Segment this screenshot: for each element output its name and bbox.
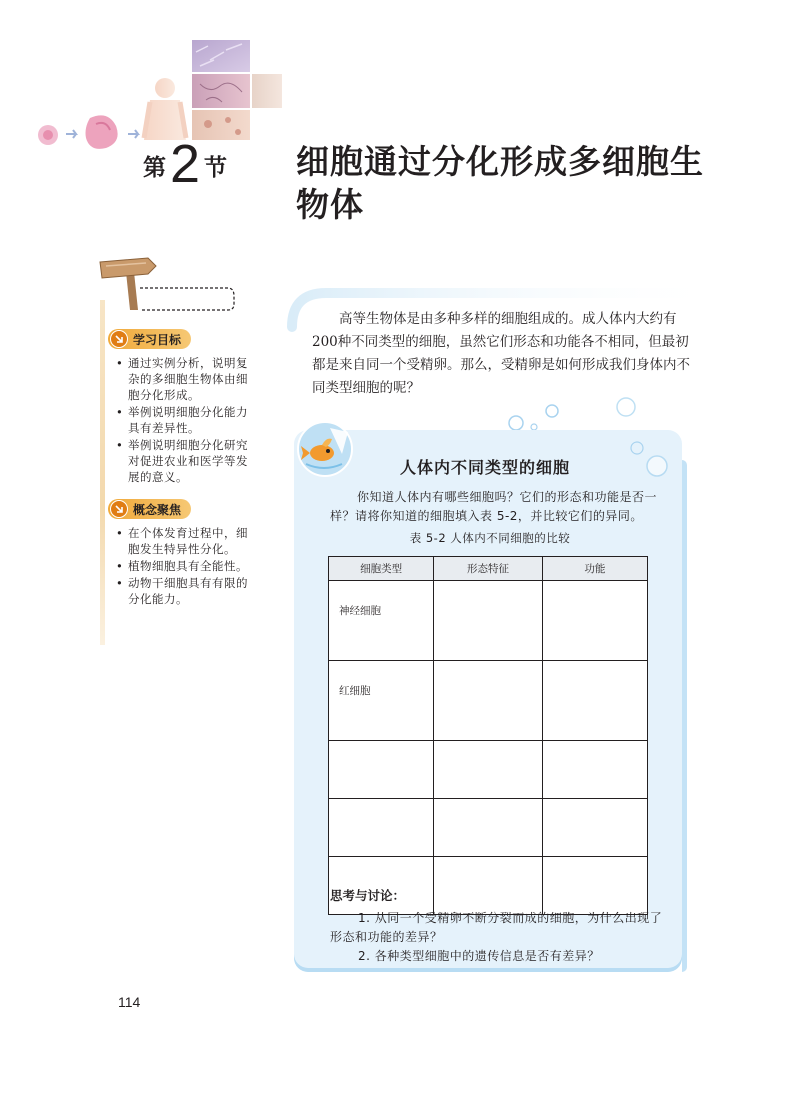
table-cell: 神经细胞 <box>329 581 434 661</box>
list-item: • 举例说明细胞分化能力具有差异性。 <box>108 404 258 436</box>
discussion-title: 思考与讨论： <box>330 888 406 903</box>
table-row <box>329 799 648 857</box>
concept-focus-section <box>108 499 258 608</box>
table-row <box>329 661 648 741</box>
discussion-question: 2. 各种类型细胞中的遗传信息是否有差异？ <box>358 949 600 963</box>
table-row <box>329 741 648 799</box>
chapter-suffix: 节 <box>204 155 228 181</box>
intro-paragraph: 高等生物体是由多种多样的细胞组成的。成人体内大约有200种不同类型的细胞，虽然它们形态和功能各不相同，但最初都是来自同一个受精卵。那么，受精卵是如何形成我们身体内不同类型细胞的呢？ <box>312 311 690 396</box>
concept-focus-list <box>108 525 258 607</box>
concept-focus-title: 概念聚焦 <box>133 502 182 517</box>
table-header-row <box>329 557 648 581</box>
table-cell[interactable] <box>329 799 434 857</box>
table-header-cell: 功能 <box>542 557 647 581</box>
table-cell[interactable] <box>434 741 542 799</box>
table-cell[interactable] <box>434 661 542 741</box>
learning-goals-badge <box>108 329 191 349</box>
cell-comparison-table <box>328 556 648 915</box>
list-item: • 在个体发育过程中，细胞发生特异性分化。 <box>108 525 258 557</box>
table-caption: 表 5-2 人体内不同细胞的比较 <box>409 531 571 545</box>
arrow-circle-icon <box>110 500 128 518</box>
activity-title: 人体内不同类型的细胞 <box>399 458 570 477</box>
activity-intro: 你知道人体内有哪些细胞吗？它们的形态和功能是否一样？请将你知道的细胞填入表 5-2，并比较它们的异同。 <box>330 490 658 523</box>
section-number-label <box>143 133 228 194</box>
list-item: • 通过实例分析，说明复杂的多细胞生物体由细胞分化形成。 <box>108 355 258 403</box>
discussion-question: 1. 从同一个受精卵不断分裂而成的细胞，为什么出现了形态和功能的差异？ <box>330 911 663 944</box>
list-item: • 植物细胞具有全能性。 <box>108 558 258 574</box>
concept-focus-badge <box>108 499 191 519</box>
sidebar-accent-bar <box>100 300 105 645</box>
section-number: 2 <box>170 133 199 194</box>
table-cell: 红细胞 <box>329 661 434 741</box>
chapter-prefix: 第 <box>143 155 166 181</box>
table-header-cell: 形态特征 <box>434 557 542 581</box>
arrow-circle-icon <box>110 330 128 348</box>
table-row <box>329 581 648 661</box>
cell-differentiation-illustration <box>0 0 290 150</box>
table-header-cell: 细胞类型 <box>329 557 434 581</box>
table-cell[interactable] <box>434 799 542 857</box>
discussion-section <box>330 886 670 966</box>
learning-goals-list <box>108 355 258 485</box>
learning-goals-title: 学习目标 <box>133 332 182 347</box>
table-cell[interactable] <box>542 581 647 661</box>
wooden-signpost-icon <box>92 248 242 318</box>
section-title: 细胞通过分化形成多细胞生物体 <box>296 142 704 224</box>
page-number: 114 <box>118 994 141 1010</box>
list-item: • 举例说明细胞分化研究对促进农业和医学等发展的意义。 <box>108 437 258 485</box>
table-cell[interactable] <box>542 799 647 857</box>
bubble-decoration <box>625 440 675 480</box>
table-cell[interactable] <box>542 661 647 741</box>
list-item: • 动物干细胞具有有限的分化能力。 <box>108 575 258 607</box>
table-cell[interactable] <box>542 741 647 799</box>
table-cell[interactable] <box>434 581 542 661</box>
learning-goals-section <box>108 329 258 486</box>
table-cell[interactable] <box>329 741 434 799</box>
fish-icon <box>296 420 354 478</box>
